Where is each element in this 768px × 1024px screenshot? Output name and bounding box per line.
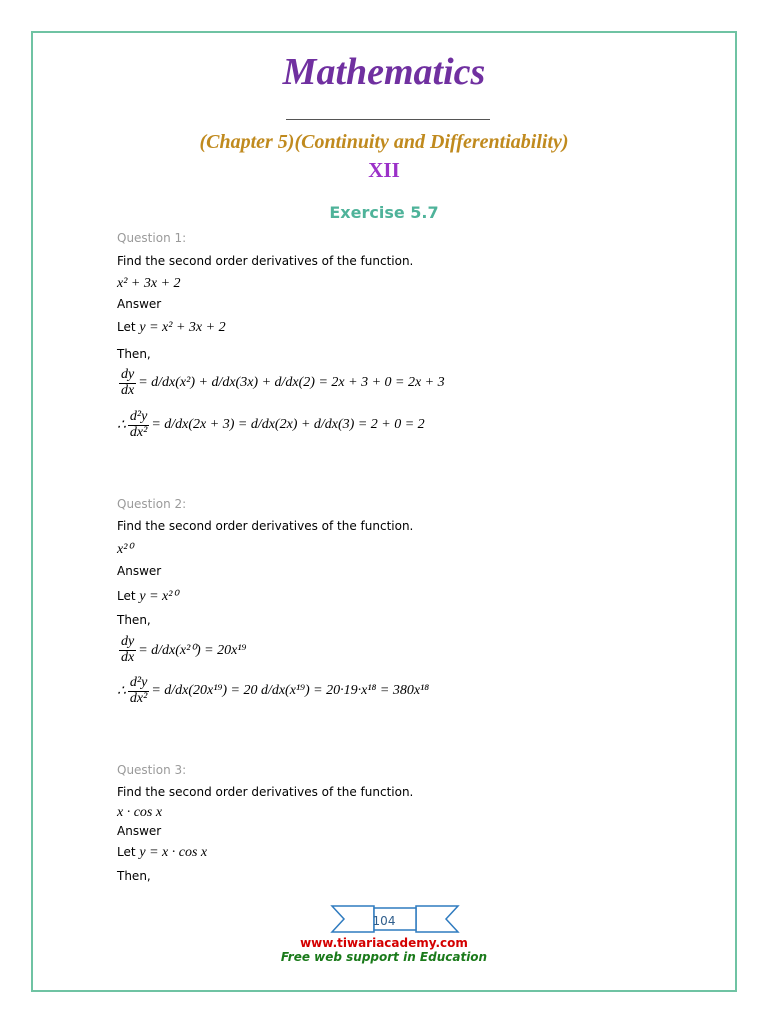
title-divider [286, 119, 490, 120]
question-prompt: Find the second order derivatives of the function. [117, 785, 414, 799]
let-label: Let [117, 589, 136, 603]
page-title: Mathematics [282, 51, 486, 93]
equation-rhs: = d/dx(2x + 3) = d/dx(2x) + d/dx(3) = 2 + 0 = 2 [151, 417, 425, 433]
then-label: Then, [117, 613, 151, 627]
fraction: $\frac{\text{d²y}}{\text{dx²}}$ [129, 409, 148, 440]
let-statement [117, 588, 178, 605]
let-statement [117, 320, 226, 336]
derivative-step-2 [117, 676, 429, 706]
then-label: Then, [117, 347, 151, 361]
chapter-heading: (Chapter 5)(Continuity and Differentiability) [199, 131, 569, 153]
question-function: x · cos x [117, 805, 163, 820]
answer-label: Answer [117, 824, 162, 838]
fraction: $\frac{\text{d²y}}{\text{dx²}}$ [129, 675, 148, 706]
let-expression: y = x² + 3x + 2 [139, 320, 226, 335]
question-label: Question 1: [117, 231, 187, 245]
derivative-step-2 [117, 410, 425, 440]
therefore-symbol: ∴ [117, 683, 126, 699]
fraction: $\frac{dy}{dx}$ [121, 634, 135, 665]
answer-label: Answer [117, 564, 162, 578]
page-number: 104 [372, 914, 396, 928]
grade-heading: XII [368, 158, 400, 182]
question-function: x²⁰ [117, 542, 134, 557]
question-function: x² + 3x + 2 [117, 276, 181, 291]
let-label: Let [117, 320, 136, 334]
then-label: Then, [117, 869, 151, 883]
tagline: Free web support in Education [280, 950, 488, 964]
question-label: Question 2: [117, 497, 187, 511]
question-prompt: Find the second order derivatives of the function. [117, 519, 414, 533]
fraction: $\frac{dy}{dx}$ [121, 367, 135, 398]
question-label: Question 3: [117, 763, 187, 777]
question-prompt: Find the second order derivatives of the function. [117, 254, 414, 268]
derivative-step-1 [117, 635, 246, 665]
answer-label: Answer [117, 297, 162, 311]
let-statement [117, 845, 207, 861]
derivative-step-1 [117, 368, 445, 398]
equation-rhs: = d/dx(20x¹⁹) = 20 d/dx(x¹⁹) = 20·19·x¹⁸ = 380x¹⁸ [151, 683, 430, 699]
website-link[interactable]: www.tiwariacademy.com [300, 936, 468, 950]
let-expression: y = x²⁰ [139, 589, 179, 604]
therefore-symbol: ∴ [117, 417, 126, 433]
equation-rhs: = d/dx(x²) + d/dx(3x) + d/dx(2) = 2x + 3 + 0 = 2x + 3 [138, 375, 445, 391]
exercise-heading: Exercise 5.7 [329, 203, 439, 222]
let-label: Let [117, 845, 136, 859]
let-expression: y = x · cos x [139, 845, 208, 860]
equation-rhs: = d/dx(x²⁰) = 20x¹⁹ [138, 642, 247, 658]
